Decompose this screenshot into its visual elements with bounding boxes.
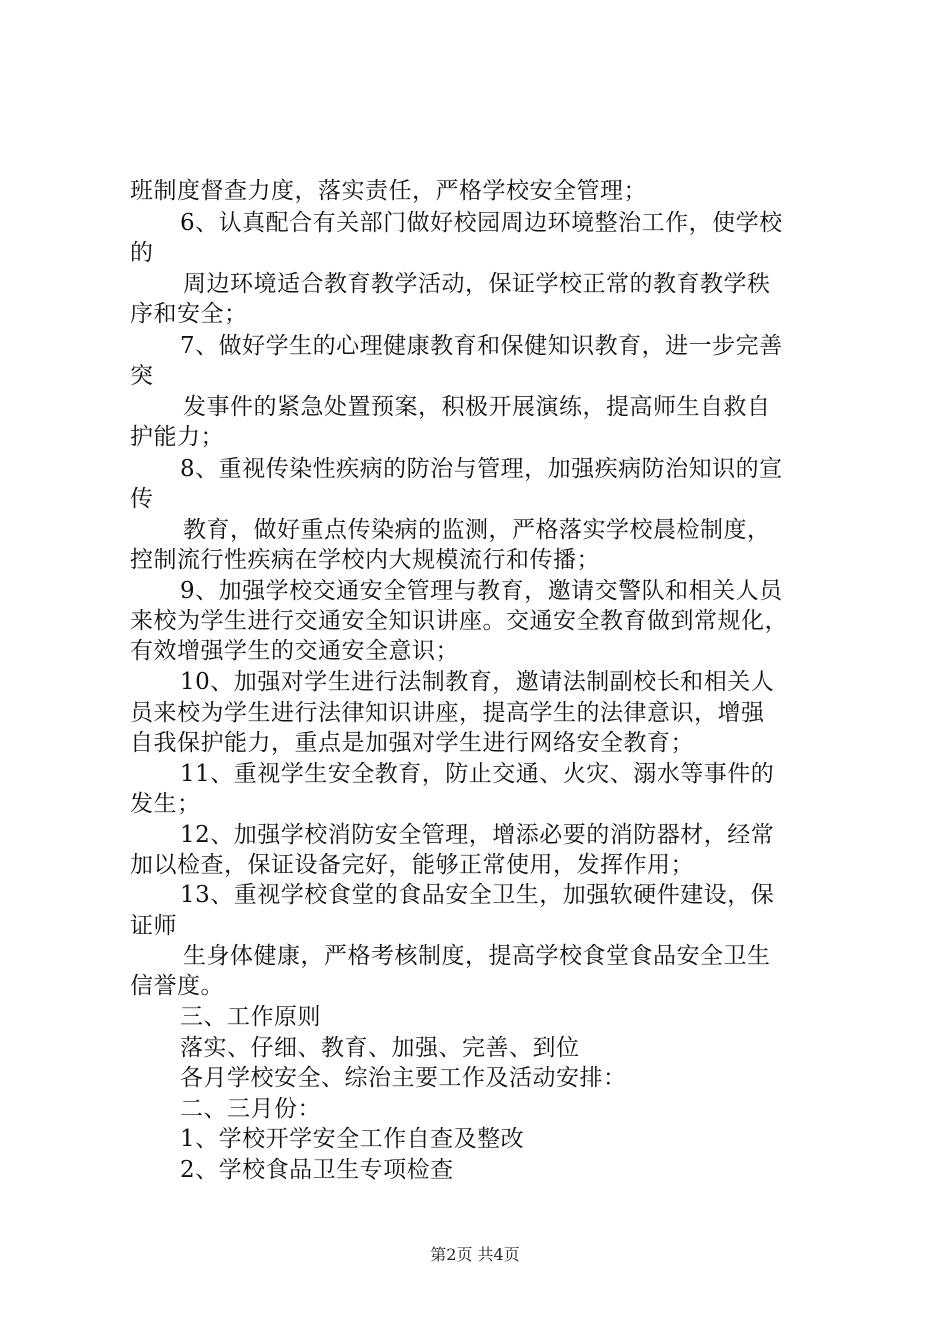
text-line: 突 <box>130 363 154 389</box>
text-line: 7、做好学生的心理健康教育和保健知识教育，进一步完善 <box>180 333 783 359</box>
text-line: 9、加强学校交通安全管理与教育，邀请交警队和相关人员 <box>180 578 783 604</box>
text-line: 控制流行性疾病在学校内大规模流行和传播； <box>130 547 600 573</box>
text-line: 有效增强学生的交通安全意识； <box>130 638 459 664</box>
text-line: 6、认真配合有关部门做好校园周边环境整治工作，使学校 <box>180 210 783 236</box>
section-heading: 二、三月份： <box>180 1096 321 1122</box>
text-line: 8、重视传染性疾病的防治与管理，加强疾病防治知识的宣 <box>180 456 783 482</box>
text-line: 班制度督查力度，落实责任，严格学校安全管理； <box>130 178 647 204</box>
text-line: 落实、仔细、教育、加强、完善、到位 <box>180 1035 580 1061</box>
text-line: 10、加强对学生进行法制教育，邀请法制副校长和相关人 <box>180 669 775 695</box>
text-line: 12、加强学校消防安全管理，增添必要的消防器材，经常 <box>180 822 775 848</box>
text-line: 序和安全； <box>130 301 248 327</box>
text-line: 13、重视学校食堂的食品安全卫生，加强软硬件建设，保 <box>180 882 775 908</box>
text-line: 的 <box>130 240 154 266</box>
text-line: 发生； <box>130 791 201 817</box>
page-number-footer: 第2页 共4页 <box>430 1245 520 1264</box>
list-item: 2、学校食品卫生专项检查 <box>180 1157 454 1183</box>
text-line: 周边环境适合教育教学活动，保证学校正常的教育教学秩 <box>183 271 771 297</box>
text-line: 11、重视学生安全教育，防止交通、火灾、溺水等事件的 <box>180 761 775 787</box>
text-line: 信誉度。 <box>130 973 224 999</box>
text-line: 来校为学生进行交通安全知识讲座。交通安全教育做到常规化， <box>130 608 788 634</box>
text-line: 护能力； <box>130 424 224 450</box>
text-line: 证师 <box>130 913 177 939</box>
text-line: 传 <box>130 486 154 512</box>
text-line: 各月学校安全、综治主要工作及活动安排： <box>180 1065 627 1091</box>
text-line: 发事件的紧急处置预案，积极开展演练，提高师生自救自 <box>183 394 771 420</box>
text-line: 教育，做好重点传染病的监测，严格落实学校晨检制度， <box>183 517 771 543</box>
list-item: 1、学校开学安全工作自查及整改 <box>180 1126 525 1152</box>
section-heading: 三、工作原则 <box>180 1004 321 1030</box>
text-line: 员来校为学生进行法律知识讲座，提高学生的法律意识，增强 <box>130 700 765 726</box>
text-line: 自我保护能力，重点是加强对学生进行网络安全教育； <box>130 730 694 756</box>
text-line: 生身体健康，严格考核制度，提高学校食堂食品安全卫生 <box>183 943 771 969</box>
text-line: 加以检查，保证设备完好，能够正常使用，发挥作用； <box>130 852 694 878</box>
